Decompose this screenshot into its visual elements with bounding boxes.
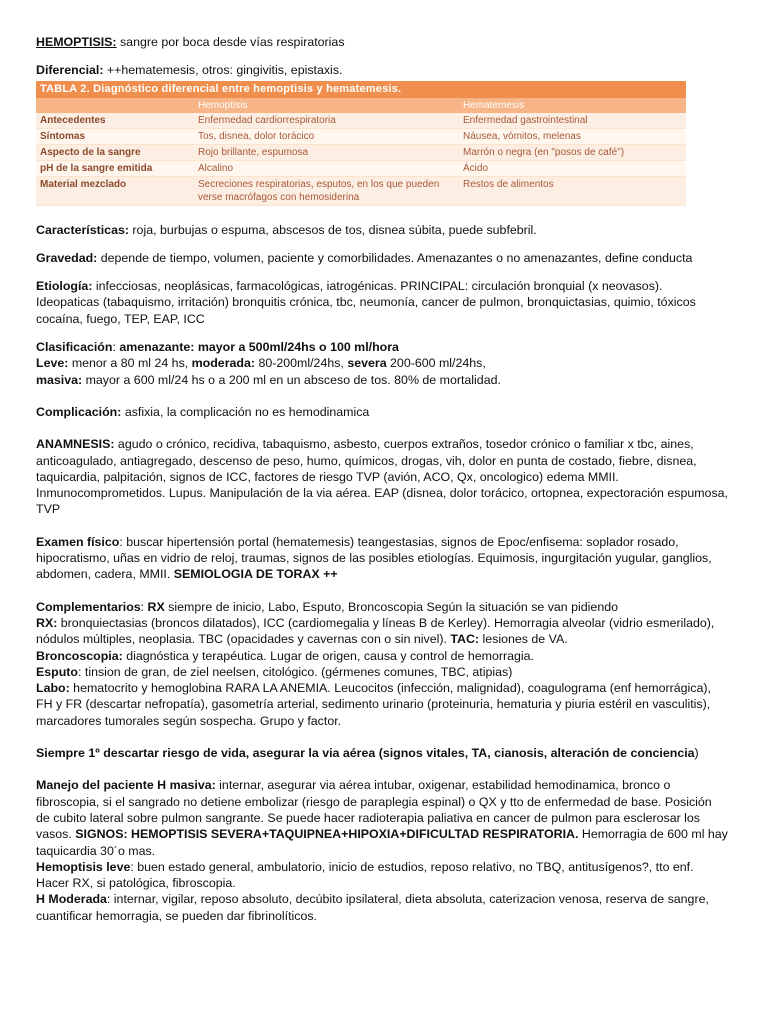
complementarios-paragraph <box>36 599 728 729</box>
tac-label: TAC: <box>450 632 480 647</box>
clasificacion-label: Clasificación <box>36 340 113 355</box>
rx-text: bronquiectasias (broncos dilatados), ICC (cardiomegalia y líneas B de Kerley). Hemorragia alveolar (vidrio esmerilado), nódulos múltiples, neoplasia. TBC (opacidades y cavernas con o sin nivel). <box>36 615 715 647</box>
complementarios-rx-inline: RX <box>147 599 165 614</box>
complementarios-colon: : <box>140 599 148 614</box>
rx-label: RX: <box>36 615 58 630</box>
etiologia-paragraph <box>36 278 728 327</box>
gravedad-text: depende de tiempo, volumen, paciente y comorbilidades. Amenazantes o no amenazantes, define conducta <box>97 250 693 265</box>
complementarios-label: Complementarios <box>36 599 141 614</box>
clasificacion-severa-label: severa <box>347 356 387 371</box>
manejo-paragraph <box>36 777 728 924</box>
complicacion-label: Complicación: <box>36 404 122 419</box>
hemoptisis-leve-label: Hemoptisis leve <box>36 859 131 874</box>
table-cell: Ácido <box>459 160 686 176</box>
manejo-signos: SIGNOS: HEMOPTISIS SEVERA+TAQUIPNEA+HIPOXIA+DIFICULTAD RESPIRATORIA. <box>75 827 579 842</box>
siempre-close: ) <box>694 746 699 761</box>
table-caption: TABLA 2. Diagnóstico diferencial entre hemoptisis y hematemesis. <box>36 81 686 98</box>
clasificacion-masiva-text: mayor a 600 ml/24 hs o a 200 ml en un absceso de tos. 80% de mortalidad. <box>82 372 501 387</box>
broncoscopia-label: Broncoscopia: <box>36 648 123 663</box>
clasificacion-severa-text: 200-600 ml/24hs, <box>386 356 486 371</box>
clasificacion-leve-text: menor a 80 ml 24 hs, <box>68 356 192 371</box>
diferencial-text: ++hematemesis, otros: gingivitis, epistaxis. <box>103 63 343 78</box>
hemoptisis-leve-text: : buen estado general, ambulatorio, inicio de estudios, reposo relativo, no TBQ, antitusígenos?, tto enf. Hacer RX, si patológica, fibroscopia. <box>36 859 694 891</box>
caracteristicas-text: roja, burbujas o espuma, abscesos de tos, disnea súbita, puede subfebril. <box>128 222 537 237</box>
table-cell: Rojo brillante, espumosa <box>194 144 459 160</box>
siempre-text: Siempre 1º descartar riesgo de vida, asegurar la via aérea (signos vitales, TA, cianosis, alteración de conciencia <box>36 746 695 761</box>
table-cell: Marrón o negra (en "posos de café") <box>459 144 686 160</box>
table-header-row <box>36 98 686 113</box>
clasificacion-colon: : <box>112 340 120 355</box>
table-row <box>36 144 686 160</box>
table-header-cell <box>36 98 194 113</box>
esputo-label: Esputo <box>36 664 78 679</box>
anamnesis-paragraph <box>36 436 728 517</box>
hemoptisis-moderada-label: H Moderada <box>36 892 107 907</box>
manejo-signos-text: Hemorragia de 600 ml hay taquicardia 30´o mas. <box>36 827 728 858</box>
anamnesis-text: agudo o crónico, recidiva, tabaquismo, asbesto, cuerpos extraños, tosedor crónico o familiar x tbc, aines, anticoagulado, antiagregado, descenso de peso, humo, químicos, drogas, vih, dolor en punta de costado, fiebre, disnea, taquicardia, palpitación, signos de ICC, factores de riesgo TVP (avión, ACO, Qx, oncologico) edema MMII. Inmunocomprometidos. Lupus. Manipulación de la via aérea. EAP (disnea, dolor torácico, ortopnea, expectoración espumosa, TVP <box>36 437 728 517</box>
table-cell: Alcalino <box>194 160 459 176</box>
table-cell-label: Aspecto de la sangre <box>36 144 194 160</box>
clasificacion-leve-label: Leve: <box>36 356 69 371</box>
differential-table <box>36 81 686 206</box>
hemoptisis-moderada-text: : internar, vigilar, reposo absoluto, decúbito ipsilateral, dieta absoluta, caterizacion venosa, reserva de sangre, cuantificar hemorragia, se pueden dar fibrinolíticos. <box>36 892 709 923</box>
table-cell: Enfermedad cardiorrespiratoria <box>194 113 459 129</box>
gravedad-paragraph <box>36 250 728 266</box>
title-label: HEMOPTISIS: <box>36 35 117 49</box>
complicacion-text: asfixia, la complicación no es hemodinamica <box>121 404 370 419</box>
title-text: sangre por boca desde vías respiratorias <box>116 35 345 49</box>
diferencial-paragraph <box>36 62 728 78</box>
complicacion-paragraph <box>36 404 728 420</box>
table-header-cell: Hematemesis <box>459 98 686 113</box>
table-cell: Secreciones respiratorias, esputos, en los que pueden verse macrófagos con hemosiderina <box>194 176 459 205</box>
examen-semiologia: SEMIOLOGIA DE TORAX ++ <box>173 567 338 582</box>
table-cell-label: Antecedentes <box>36 113 194 129</box>
clasificacion-amenazante: amenazante: mayor a 500ml/24hs o 100 ml/hora <box>119 340 399 355</box>
table-row <box>36 113 686 129</box>
clasificacion-moderada-text: 80-200ml/24hs, <box>255 356 348 371</box>
diferencial-label: Diferencial: <box>36 63 104 78</box>
etiologia-label: Etiología: <box>36 279 93 294</box>
clasificacion-masiva-label: masiva: <box>36 372 83 387</box>
siempre-paragraph <box>36 745 728 761</box>
labo-text: hematocrito y hemoglobina RARA LA ANEMIA. Leucocitos (infección, malignidad), coagulograma (enf hemorrágica), FH y FR (descartar nefropatía), gasometría arterial, sedimento urinario (proteinuria, hematuria y piuria estéril en vasculitis), marcadores tumorales según sospecha. Grupo y factor. <box>36 681 711 728</box>
anamnesis-label: ANAMNESIS: <box>36 437 115 452</box>
table-row <box>36 176 686 205</box>
table-cell-label: Síntomas <box>36 128 194 144</box>
manejo-label: Manejo del paciente H masiva: <box>36 778 216 793</box>
esputo-text: : tinsion de gran, de ziel neelsen, citológico. (gérmenes comunes, TBC, atipias) <box>78 664 513 679</box>
examen-paragraph <box>36 534 728 583</box>
examen-label: Examen físico <box>36 534 120 549</box>
table-cell: Enfermedad gastrointestinal <box>459 113 686 129</box>
broncoscopia-text: diagnóstica y terapéutica. Lugar de origen, causa y control de hemorragia. <box>122 648 534 663</box>
table-header-cell: Hemoptisis <box>194 98 459 113</box>
gravedad-label: Gravedad: <box>36 250 98 265</box>
complementarios-text: siempre de inicio, Labo, Esputo, Broncoscopia Según la situación se van pidiendo <box>164 599 618 614</box>
table-row <box>36 128 686 144</box>
document-page <box>36 34 728 924</box>
etiologia-text: infecciosas, neoplásicas, farmacológicas, iatrogénicas. PRINCIPAL: circulación bronquial (x neovasos). Ideopaticas (tabaquismo, irritación) bronquitis crónica, tbc, neumonía, cancer de pulmon, bronquictasias, quimio, tóxicos cocaína, fuego, TEP, EAP, ICC <box>36 279 696 326</box>
manejo-text: internar, asegurar via aérea intubar, oxigenar, estabilidad hemodinamica, bronco o fibroscopia, si el sangrado no detiene embolizar (riesgo de paraplegia espinal) o QX y tto de enfermedad de base. Posición de cubito lateral sobre pulmon sangrante. Se puede hacer radioterapia paliativa en cancer de pulmon para esclerosar los vasos. <box>36 778 712 842</box>
caracteristicas-label: Características: <box>36 222 129 237</box>
clasificacion-paragraph <box>36 339 728 388</box>
table-cell: Restos de alimentos <box>459 176 686 205</box>
tac-text: lesiones de VA. <box>479 632 568 647</box>
title-paragraph <box>36 34 728 50</box>
table-cell-label: pH de la sangre emitida <box>36 160 194 176</box>
table-row <box>36 160 686 176</box>
clasificacion-moderada-label: moderada: <box>191 356 256 371</box>
examen-text: : buscar hipertensión portal (hematemesis) teangestasias, signos de Epoc/enfisema: soplador rosado, hipocratismo, uñas en vidrio de reloj, traumas, signos de las posibles etiologías. Equimosis, ingurgitación yugular, ganglios, abdomen, cadera, MMII. <box>36 534 712 582</box>
table-cell-label: Material mezclado <box>36 176 194 205</box>
table-cell: Tos, disnea, dolor torácico <box>194 128 459 144</box>
labo-label: Labo: <box>36 681 70 696</box>
caracteristicas-paragraph <box>36 222 728 238</box>
table-cell: Náusea, vómitos, melenas <box>459 128 686 144</box>
